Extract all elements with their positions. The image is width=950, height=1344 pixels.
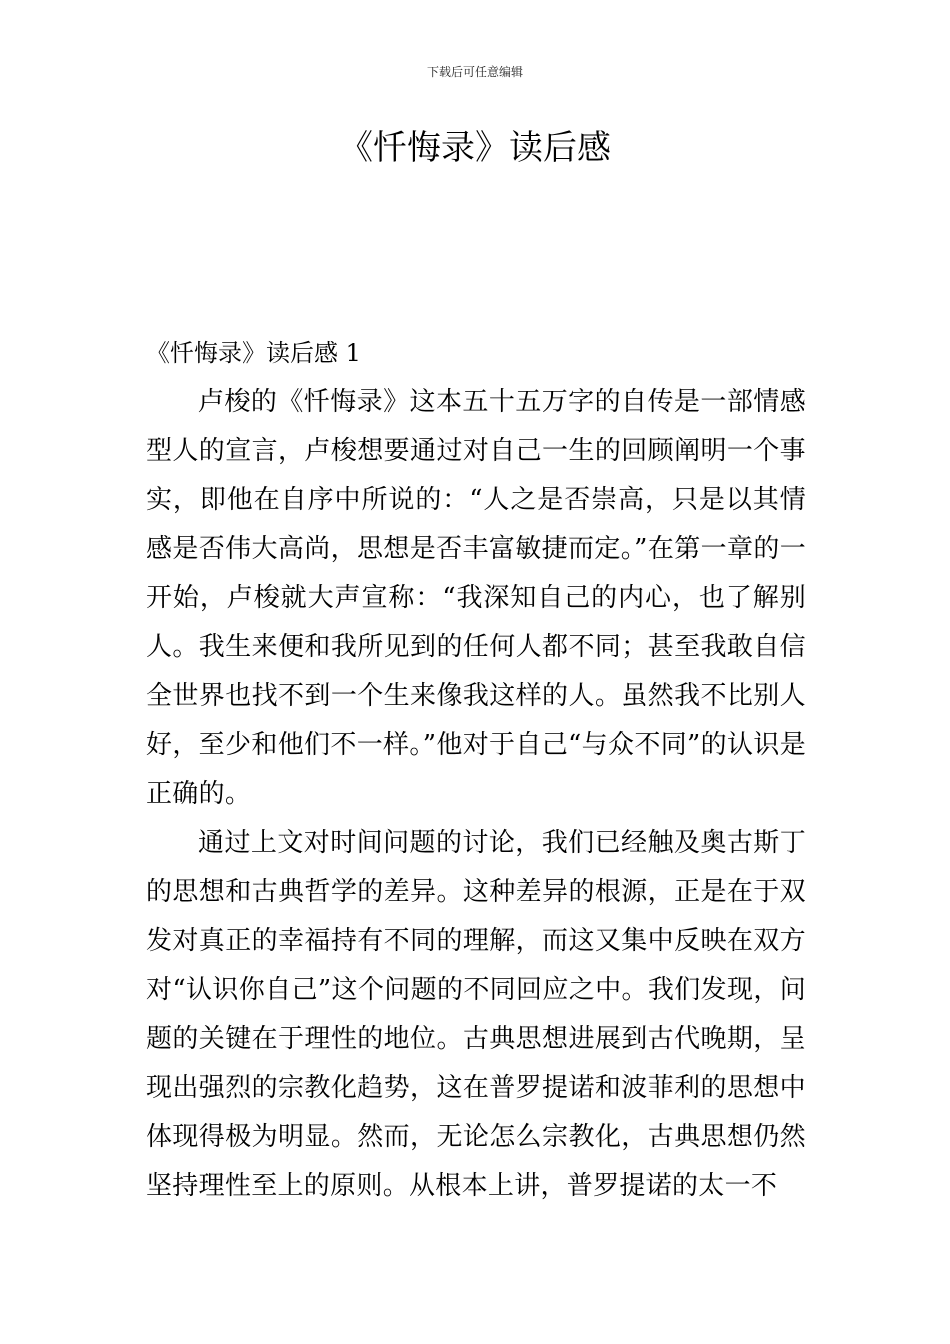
- paragraph-1: 卢梭的《忏悔录》这本五十五万字的自传是一部情感型人的宣言，卢梭想要通过对自己一生的回顾阐明一个事实，即他在自序中所说的：“人之是否崇高，只是以其情感是否伟大高尚，思想是否丰富敏捷而定。”在第一章的一开始，卢梭就大声宣称：“我深知自己的内心，也了解别人。我生来便和我所见到的任何人都不同；甚至我敢自信全世界也找不到一个生来像我这样的人。虽然我不比别人好，至少和他们不一样。”他对于自己“与众不同”的认识是正确的。: [146, 387, 806, 809]
- header-note: 下载后可任意编辑: [426, 65, 523, 79]
- document-body: [146, 329, 806, 1211]
- page-title: 《忏悔录》读后感: [339, 128, 611, 168]
- section-heading: 《忏悔录》读后感 1: [146, 339, 361, 367]
- paragraph-2: 通过上文对时间问题的讨论，我们已经触及奥古斯丁的思想和古典哲学的差异。这种差异的根源，正是在于双发对真正的幸福持有不同的理解，而这又集中反映在双方对“认识你自己”这个问题的不同回应之中。我们发现，问题的关键在于理性的地位。古典思想进展到古代晚期，呈现出强烈的宗教化趋势，这在普罗提诺和波菲利的思想中体现得极为明显。然而，无论怎么宗教化，古典思想仍然坚持理性至上的原则。从根本上讲，普罗提诺的太一不: [146, 828, 806, 1201]
